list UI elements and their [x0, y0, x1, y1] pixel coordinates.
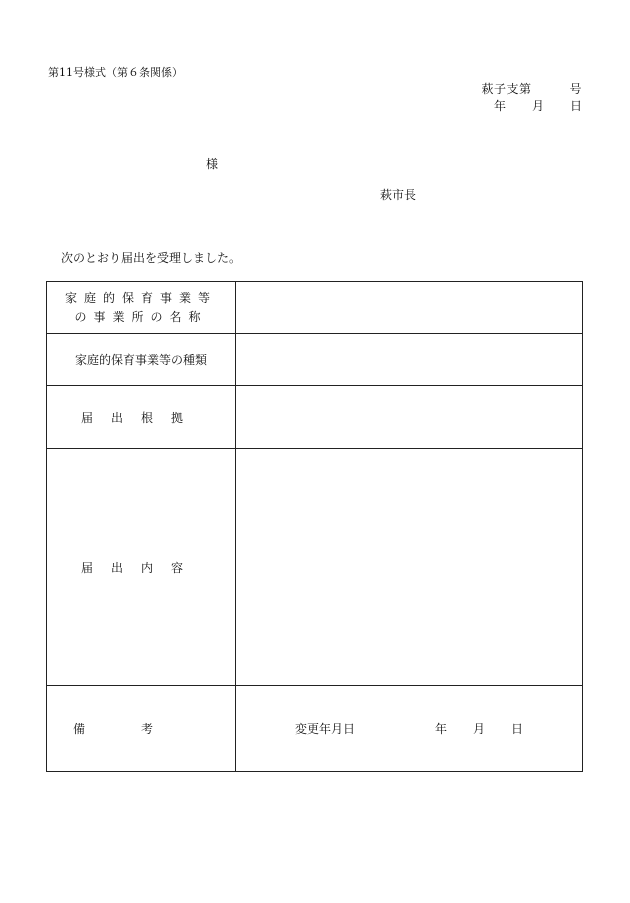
document-date [494, 97, 582, 114]
row-business-type [47, 334, 583, 386]
change-date [295, 722, 523, 736]
row-notification-basis [47, 386, 583, 449]
notification-content-label-text: 届出内容 [80, 560, 201, 575]
notification-content-label [47, 449, 236, 686]
document-date-day: 日 [569, 99, 582, 113]
notification-basis-value[interactable] [236, 386, 583, 449]
business-type-label: 家庭的保育事業等の種類 [47, 334, 236, 386]
document-number-suffix: 号 [569, 82, 582, 96]
form-number: 第11号様式（第６条関係） [48, 66, 183, 79]
facility-name-label-line2: の事業所の名称 [74, 309, 208, 324]
document-date-month: 月 [531, 99, 544, 113]
facility-name-value[interactable] [236, 282, 583, 334]
notification-table [46, 281, 583, 772]
document-number [481, 80, 582, 97]
change-date-year: 年 [434, 722, 447, 736]
intro-text: 次のとおり届出を受理しました。 [61, 251, 242, 265]
document-date-year: 年 [493, 99, 506, 113]
business-type-value[interactable] [236, 334, 583, 386]
issuer: 萩市長 [380, 188, 417, 202]
notification-content-value[interactable] [236, 449, 583, 686]
notification-basis-label [47, 386, 236, 449]
change-date-day: 日 [511, 722, 524, 736]
document-number-prefix: 萩子支第 [481, 82, 532, 96]
remarks-value[interactable] [236, 686, 583, 772]
facility-name-label [47, 282, 236, 334]
change-date-month: 月 [473, 722, 486, 736]
remarks-label [47, 686, 236, 772]
row-remarks [47, 686, 583, 772]
change-date-label: 変更年月日 [294, 722, 355, 736]
addressee: 様 [206, 157, 219, 171]
remarks-label-text: 備考 [72, 722, 209, 736]
row-facility-name [47, 282, 583, 334]
row-notification-content [47, 449, 583, 686]
notification-basis-label-text: 届出根拠 [80, 410, 201, 425]
facility-name-label-line1: 家庭的保育事業等 [64, 290, 217, 305]
